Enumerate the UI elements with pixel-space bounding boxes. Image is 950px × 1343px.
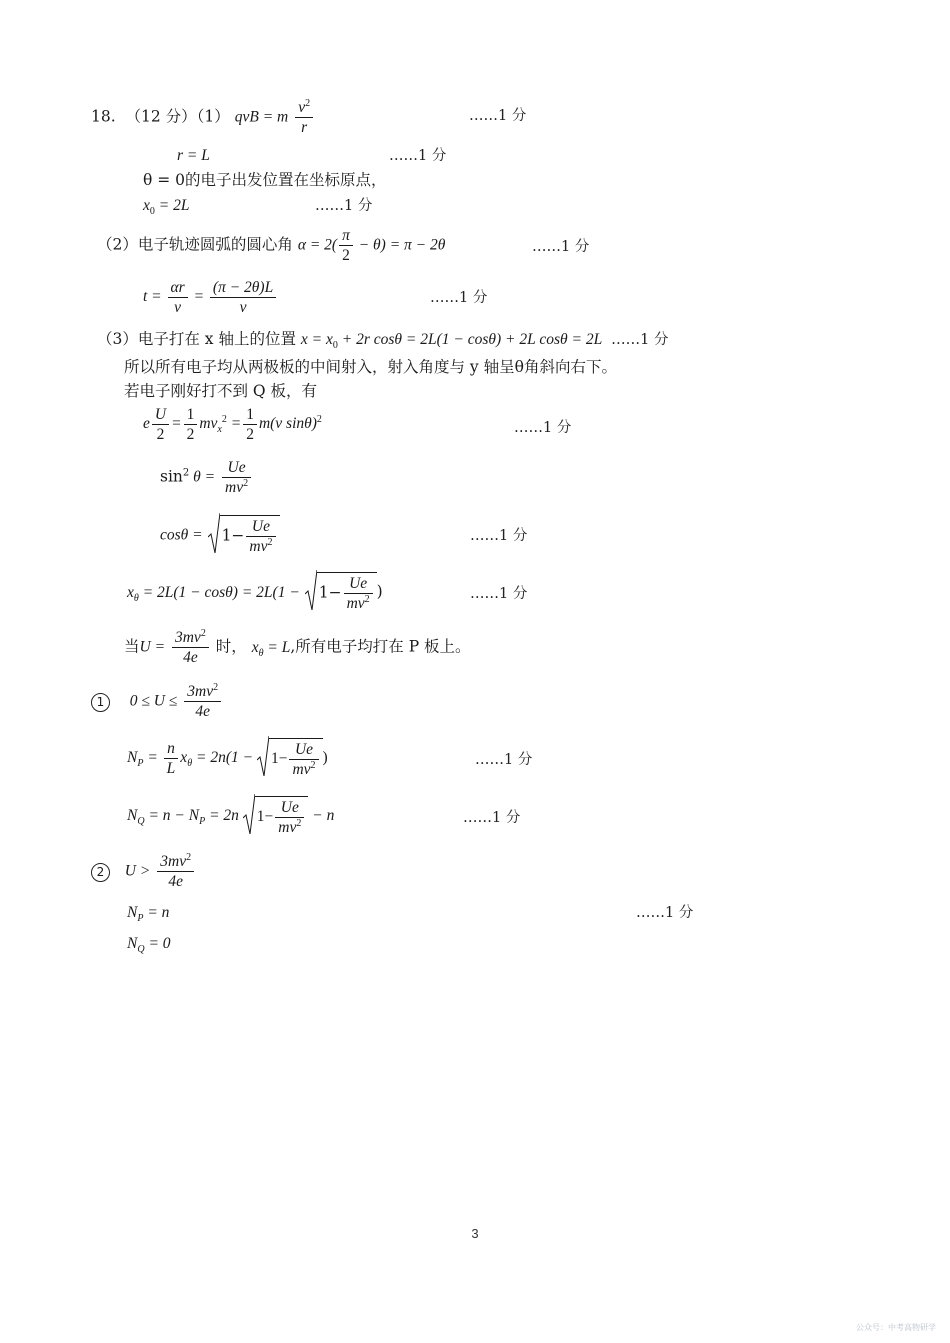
score-mark: ……1 分 (636, 905, 694, 921)
part3-position: （3）电子打在 x 轴上的位置 $x = x_0 + 2r$ cosθ = 2L(1 − cosθ) + 2L cosθ = 2L ……1 分 (97, 330, 669, 352)
case2-NQ: $N_Q = 0$ (127, 935, 171, 956)
circled-1: 1 (91, 693, 110, 712)
score-mark: ……1 分 (469, 108, 527, 124)
threshold-line: 当U = $\frac{3mv^2}{4e}$ 时， $x_\theta = L$,所有电子均打在 P 板上。 (124, 627, 471, 666)
lorentz-lhs: qvB = m (234, 108, 289, 126)
score-mark: ……1 分 (470, 586, 528, 602)
score-mark: ……1 分 (315, 198, 373, 214)
case1-NP: $N_P$ = $\frac{n}{L}$ $x_\theta = 2n(1$ − 1− $\frac{Ue}{mv^2}$ ) (127, 738, 328, 779)
case1-condition: 1 0 ≤ U ≤ $\frac{3mv^2}{4e}$ (91, 682, 223, 721)
score-mark: ……1 分 (514, 420, 572, 436)
case2-NP: $N_P = n$ (127, 904, 170, 925)
part1-text: θ = 0的电子出发位置在坐标原点， (143, 171, 387, 189)
part2-time: t = $\frac{\alpha r}{v}$ = $\frac{(\pi - 2\theta)L}{v}$ (143, 278, 278, 317)
sin-squared: $\sin^2 \theta$ = $\frac{Ue}{mv^2}$ (160, 458, 253, 497)
circled-2: 2 (91, 863, 110, 882)
score-mark: ……1 分 (611, 332, 669, 348)
cos-theta: cosθ = 1− $\frac{Ue}{mv^2}$ (160, 515, 280, 556)
score-mark: ……1 分 (532, 239, 590, 255)
part1-eq2: r = L (177, 147, 210, 164)
fraction-v2-r: $\frac{v^2}{r}$ (295, 98, 313, 137)
part2-alpha: （2）电子轨迹圆弧的圆心角 α = 2( $\frac{\pi}{2}$ − θ) = π − 2θ (97, 227, 446, 264)
x-theta: $x_\theta = 2L(1 - \cos\theta) = 2L(1$ − 1− $\frac{Ue}{mv^2}$ ) (127, 572, 383, 613)
energy-equation: e $\frac{U}{2}$ = $\frac{1}{2}$ $mv_x^2$ = $\frac{1}{2}$ m(v sinθ)$^2$ (143, 406, 322, 443)
part3-line3: 若电子刚好打不到 Q 板，有 (124, 382, 318, 400)
part3-line2: 所以所有电子均从两极板的中间射入，射入角度与 y 轴呈θ角斜向右下。 (124, 358, 617, 376)
score-mark: ……1 分 (470, 528, 528, 544)
score-mark: ……1 分 (463, 810, 521, 826)
question-number: 18. (91, 107, 116, 126)
page-number: 3 (471, 1226, 479, 1241)
score-mark: ……1 分 (430, 290, 488, 306)
case1-NQ: $N_Q = n - N_P = 2n$ 1− $\frac{Ue}{mv^2}$ − n (127, 796, 334, 837)
score-mark: ……1 分 (389, 148, 447, 164)
score-mark: ……1 分 (475, 752, 533, 768)
part1-eq1 (91, 98, 315, 137)
question-points: （12 分） (125, 107, 197, 126)
watermark: 公众号：中考高物研学 (856, 1323, 936, 1332)
part1-label: （1） (196, 107, 230, 126)
part1-eq3: $x_0 = 2L$ (143, 197, 190, 218)
case2-condition: 2 U > $\frac{3mv^2}{4e}$ (91, 852, 196, 891)
